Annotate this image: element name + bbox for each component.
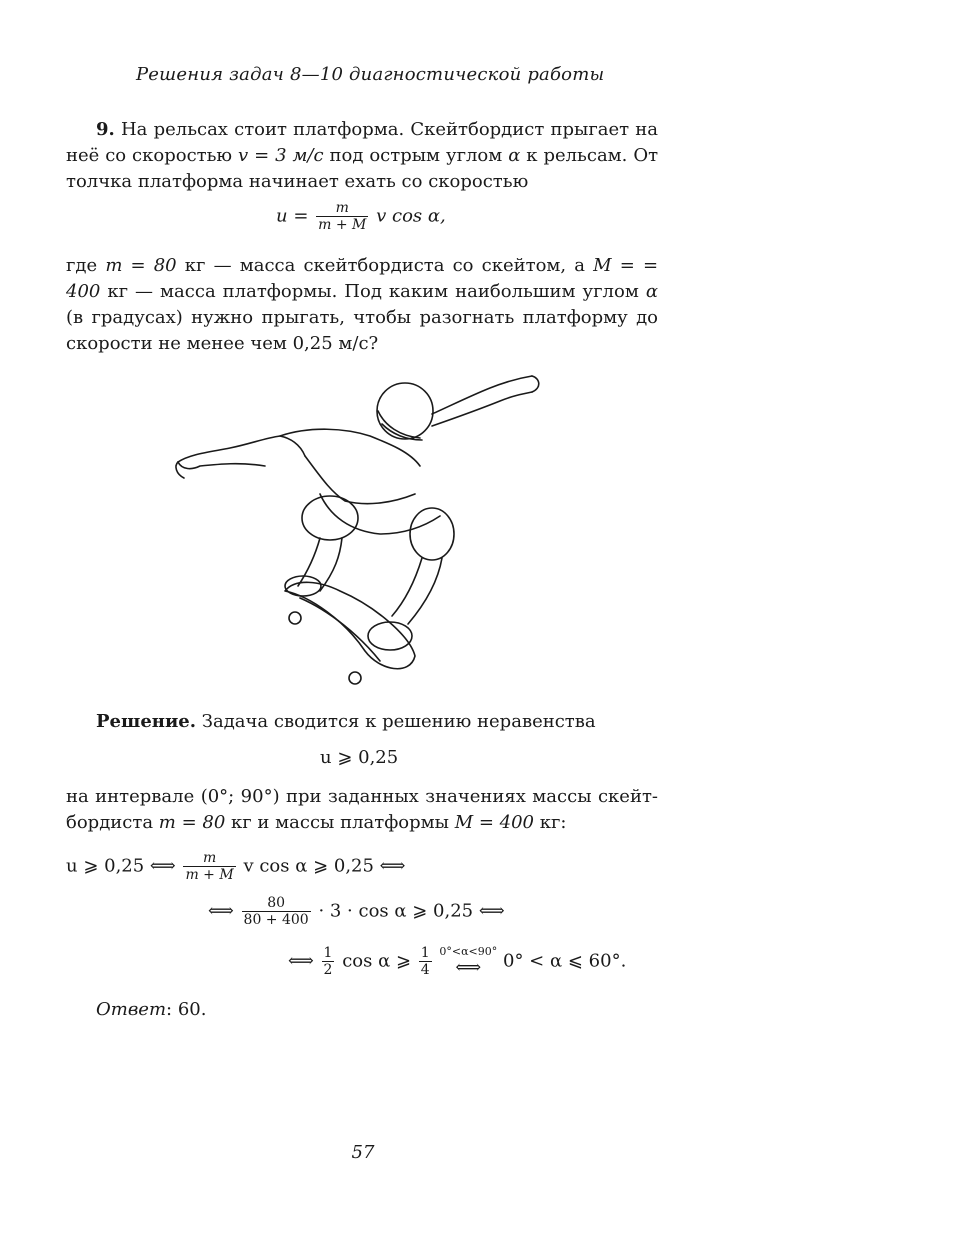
solution-conditions: на интервале (0°; 90°) при заданных значениях массы скейт- бордиста m = 80 кг и массы платформы M = 400 кг:: [66, 786, 658, 833]
problem-continuation: где m = 80 кг — масса скейтбордиста со скейтом, а M = = 400 кг — масса платформы. Под каким наибольшим углом α (в градусах) нужно прыгать, чтобы разогнать платформу до скорости не менее чем 0,25 м/с?: [66, 255, 659, 354]
solution-label: Решение.: [96, 711, 197, 732]
answer: [66, 997, 658, 1023]
answer-value: : 60.: [166, 999, 207, 1020]
derivation-row-1: u ⩾ 0,25 ⟺ $\frac{m}{m + M}$ v cos α ⩾ 0,25 ⟺: [66, 850, 406, 883]
answer-label: Ответ: [96, 999, 167, 1020]
inequality: u ⩾ 0,25: [320, 747, 399, 768]
derivation-row-2: ⟺ $\frac{80}{80 + 400}$ · 3 · cos α ⩾ 0,25 ⟺: [208, 895, 505, 928]
conditional-equivalence: 0°<α<90° ⟺: [439, 945, 498, 978]
problem-number: 9.: [96, 119, 115, 140]
page-number: 57: [351, 1142, 375, 1163]
derivation-row-3: ⟺ $\frac{1}{2}$ cos α ⩾ $\frac{1}{4}$ 0°<α<90° ⟺ 0° < α ⩽ 60°.: [288, 945, 627, 978]
fraction: $\frac{m}{m + M}$: [318, 200, 367, 233]
running-header: Решения задач 8—10 диагностической работы: [136, 64, 605, 85]
problem-statement: 9. На рельсах стоит платформа. Скейтбордист прыгает на неё со скоростью v = 3 м/с под острым углом α к рельсам. От толчка платформа начинает ехать со скоростью: [66, 119, 659, 192]
skateboarder-illustration: [170, 366, 550, 691]
solution-intro: Решение. Задача сводится к решению неравенства: [96, 711, 596, 732]
main-formula: u = $\frac{m}{m + M}$ v cos α,: [276, 200, 446, 233]
